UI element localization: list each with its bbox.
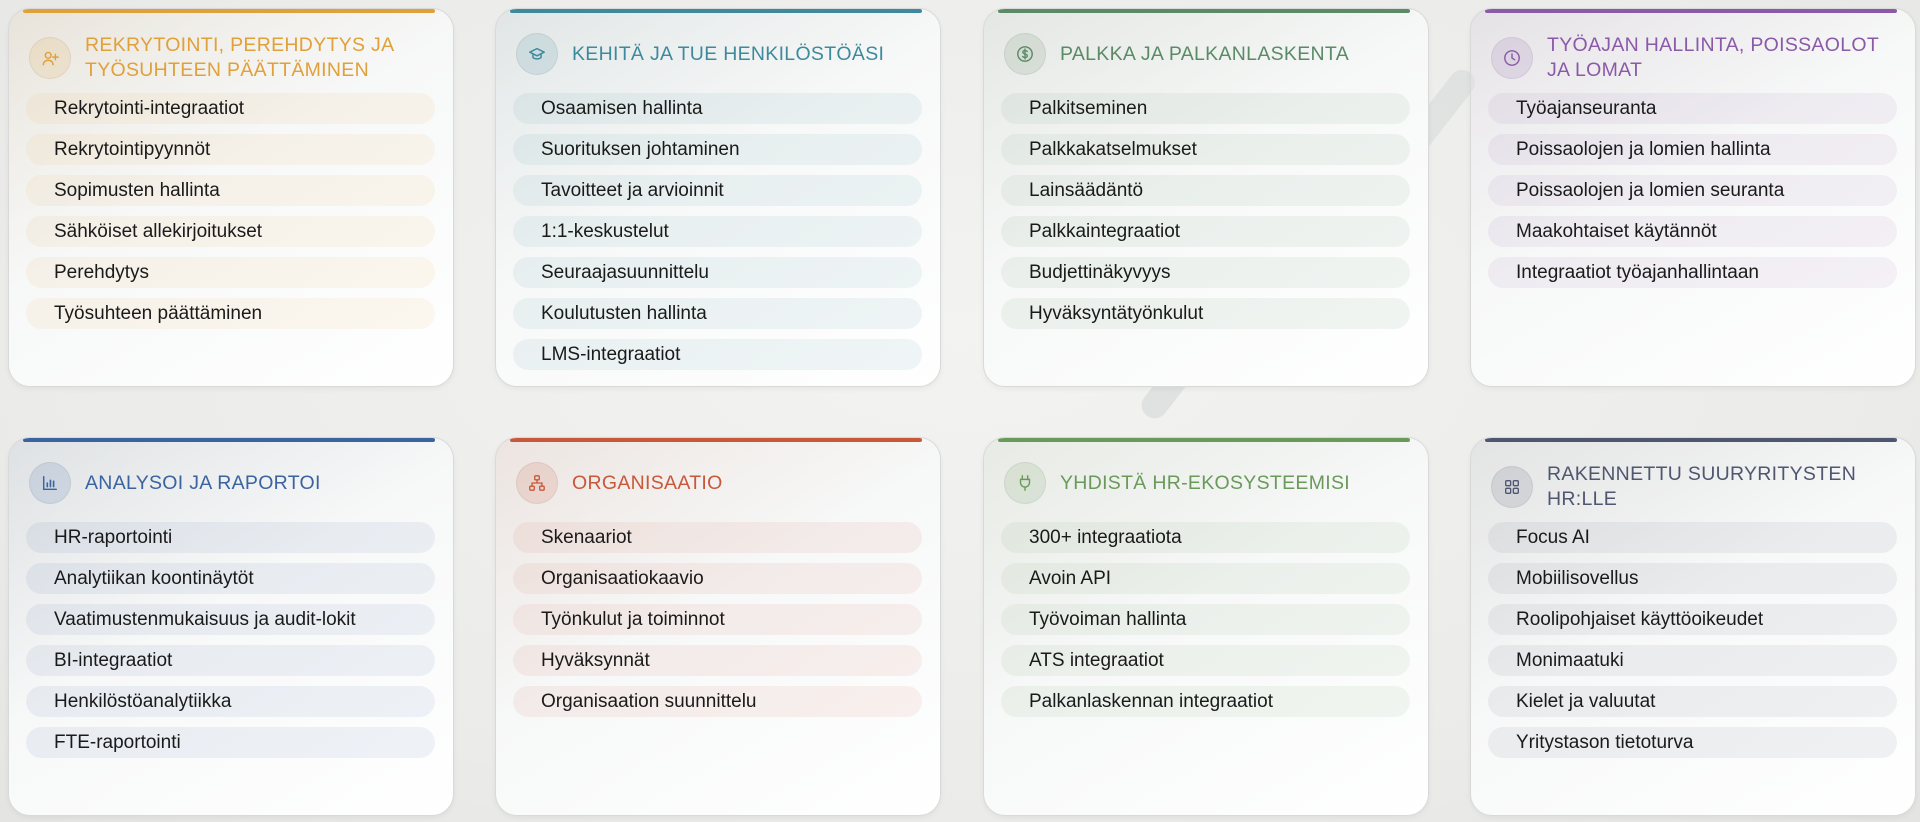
feature-list-item[interactable]: Perehdytys: [26, 257, 435, 288]
feature-list-item[interactable]: Sähköiset allekirjoitukset: [26, 216, 435, 247]
card-accent-bar: [510, 438, 922, 442]
plug-icon: [1004, 462, 1046, 504]
card-title: REKRYTOINTI, PEREHDYTYS JA TYÖSUHTEEN PÄÄTTÄMINEN: [85, 34, 394, 81]
feature-list-item[interactable]: Analytiikan koontinäytöt: [26, 563, 435, 594]
feature-list-item[interactable]: Palkkakatselmukset: [1001, 134, 1410, 165]
card-accent-bar: [23, 9, 435, 13]
feature-list-item[interactable]: Palkanlaskennan integraatiot: [1001, 686, 1410, 717]
feature-card: [1470, 8, 1916, 387]
feature-list-item[interactable]: Organisaatiokaavio: [513, 563, 922, 594]
feature-list-item[interactable]: Monimaatuki: [1488, 645, 1897, 676]
feature-card: [495, 437, 941, 816]
card-accent-bar: [1485, 9, 1897, 13]
card-header: [516, 33, 924, 75]
card-header: [29, 462, 437, 504]
feature-card: [983, 437, 1429, 816]
card-header: [516, 462, 924, 504]
feature-list-item[interactable]: Poissaolojen ja lomien hallinta: [1488, 134, 1897, 165]
feature-list-item[interactable]: Tavoitteet ja arvioinnit: [513, 175, 922, 206]
feature-list: [1001, 93, 1410, 339]
feature-list-item[interactable]: Kielet ja valuutat: [1488, 686, 1897, 717]
card-header: [1004, 33, 1412, 75]
feature-list: [1001, 522, 1410, 727]
feature-list-item[interactable]: Hyväksyntätyönkulut: [1001, 298, 1410, 329]
card-accent-bar: [1485, 438, 1897, 442]
feature-list-item[interactable]: Osaamisen hallinta: [513, 93, 922, 124]
feature-list-item[interactable]: Lainsäädäntö: [1001, 175, 1410, 206]
feature-list-item[interactable]: Työsuhteen päättäminen: [26, 298, 435, 329]
card-accent-bar: [510, 9, 922, 13]
feature-list-item[interactable]: Poissaolojen ja lomien seuranta: [1488, 175, 1897, 206]
card-title: RAKENNETTU SUURYRITYSTEN HR:LLE: [1547, 463, 1857, 510]
org-chart-icon: [516, 462, 558, 504]
feature-list-item[interactable]: Integraatiot työajanhallintaan: [1488, 257, 1897, 288]
graduation-cap-icon: [516, 33, 558, 75]
feature-list-item[interactable]: Vaatimustenmukaisuus ja audit-lokit: [26, 604, 435, 635]
feature-list-item[interactable]: FTE-raportointi: [26, 727, 435, 758]
card-title: PALKKA JA PALKANLASKENTA: [1060, 42, 1349, 65]
feature-list-item[interactable]: ATS integraatiot: [1001, 645, 1410, 676]
feature-list-item[interactable]: Palkitseminen: [1001, 93, 1410, 124]
feature-list-item[interactable]: Focus AI: [1488, 522, 1897, 553]
feature-list-item[interactable]: Suorituksen johtaminen: [513, 134, 922, 165]
feature-list-item[interactable]: Työnkulut ja toiminnot: [513, 604, 922, 635]
feature-list-item[interactable]: HR-raportointi: [26, 522, 435, 553]
feature-list-item[interactable]: Rekrytointi-integraatiot: [26, 93, 435, 124]
card-title: KEHITÄ JA TUE HENKILÖSTÖÄSI: [572, 42, 885, 65]
feature-list: [26, 93, 435, 339]
feature-list-item[interactable]: Koulutusten hallinta: [513, 298, 922, 329]
feature-list-item[interactable]: Hyväksynnät: [513, 645, 922, 676]
card-title: ORGANISAATIO: [572, 471, 723, 494]
feature-list-item[interactable]: 300+ integraatiota: [1001, 522, 1410, 553]
feature-list: [26, 522, 435, 768]
card-header: [1491, 462, 1899, 512]
feature-list-item[interactable]: 1:1-keskustelut: [513, 216, 922, 247]
feature-card: [1470, 437, 1916, 816]
feature-card: [8, 437, 454, 816]
feature-list-item[interactable]: Budjettinäkyvyys: [1001, 257, 1410, 288]
grid-apps-icon: [1491, 466, 1533, 508]
clock-icon: [1491, 37, 1533, 79]
feature-list-item[interactable]: Skenaariot: [513, 522, 922, 553]
card-header: [1491, 33, 1899, 83]
card-accent-bar: [23, 438, 435, 442]
feature-list: [513, 93, 922, 380]
user-plus-icon: [29, 37, 71, 79]
feature-list-item[interactable]: Roolipohjaiset käyttöoikeudet: [1488, 604, 1897, 635]
feature-list-item[interactable]: Palkkaintegraatiot: [1001, 216, 1410, 247]
feature-list-item[interactable]: Työajanseuranta: [1488, 93, 1897, 124]
feature-list: [1488, 93, 1897, 298]
feature-list: [513, 522, 922, 727]
feature-list-item[interactable]: BI-integraatiot: [26, 645, 435, 676]
feature-list-item[interactable]: LMS-integraatiot: [513, 339, 922, 370]
feature-list-item[interactable]: Rekrytointipyynnöt: [26, 134, 435, 165]
card-title: ANALYSOI JA RAPORTOI: [85, 471, 321, 494]
feature-list-item[interactable]: Yritystason tietoturva: [1488, 727, 1897, 758]
feature-list-item[interactable]: Työvoiman hallinta: [1001, 604, 1410, 635]
card-accent-bar: [998, 9, 1410, 13]
bar-chart-icon: [29, 462, 71, 504]
feature-list: [1488, 522, 1897, 768]
feature-card: [8, 8, 454, 387]
card-header: [1004, 462, 1412, 504]
feature-list-item[interactable]: Maakohtaiset käytännöt: [1488, 216, 1897, 247]
feature-list-item[interactable]: Avoin API: [1001, 563, 1410, 594]
feature-card: [495, 8, 941, 387]
feature-list-item[interactable]: Henkilöstöanalytiikka: [26, 686, 435, 717]
feature-card: [983, 8, 1429, 387]
card-header: [29, 33, 437, 83]
card-title: TYÖAJAN HALLINTA, POISSAOLOT JA LOMAT: [1547, 34, 1879, 81]
dollar-coin-icon: [1004, 33, 1046, 75]
feature-list-item[interactable]: Sopimusten hallinta: [26, 175, 435, 206]
feature-list-item[interactable]: Mobiilisovellus: [1488, 563, 1897, 594]
feature-list-item[interactable]: Organisaation suunnittelu: [513, 686, 922, 717]
card-title: YHDISTÄ HR-EKOSYSTEEMISI: [1060, 471, 1350, 494]
card-accent-bar: [998, 438, 1410, 442]
feature-list-item[interactable]: Seuraajasuunnittelu: [513, 257, 922, 288]
